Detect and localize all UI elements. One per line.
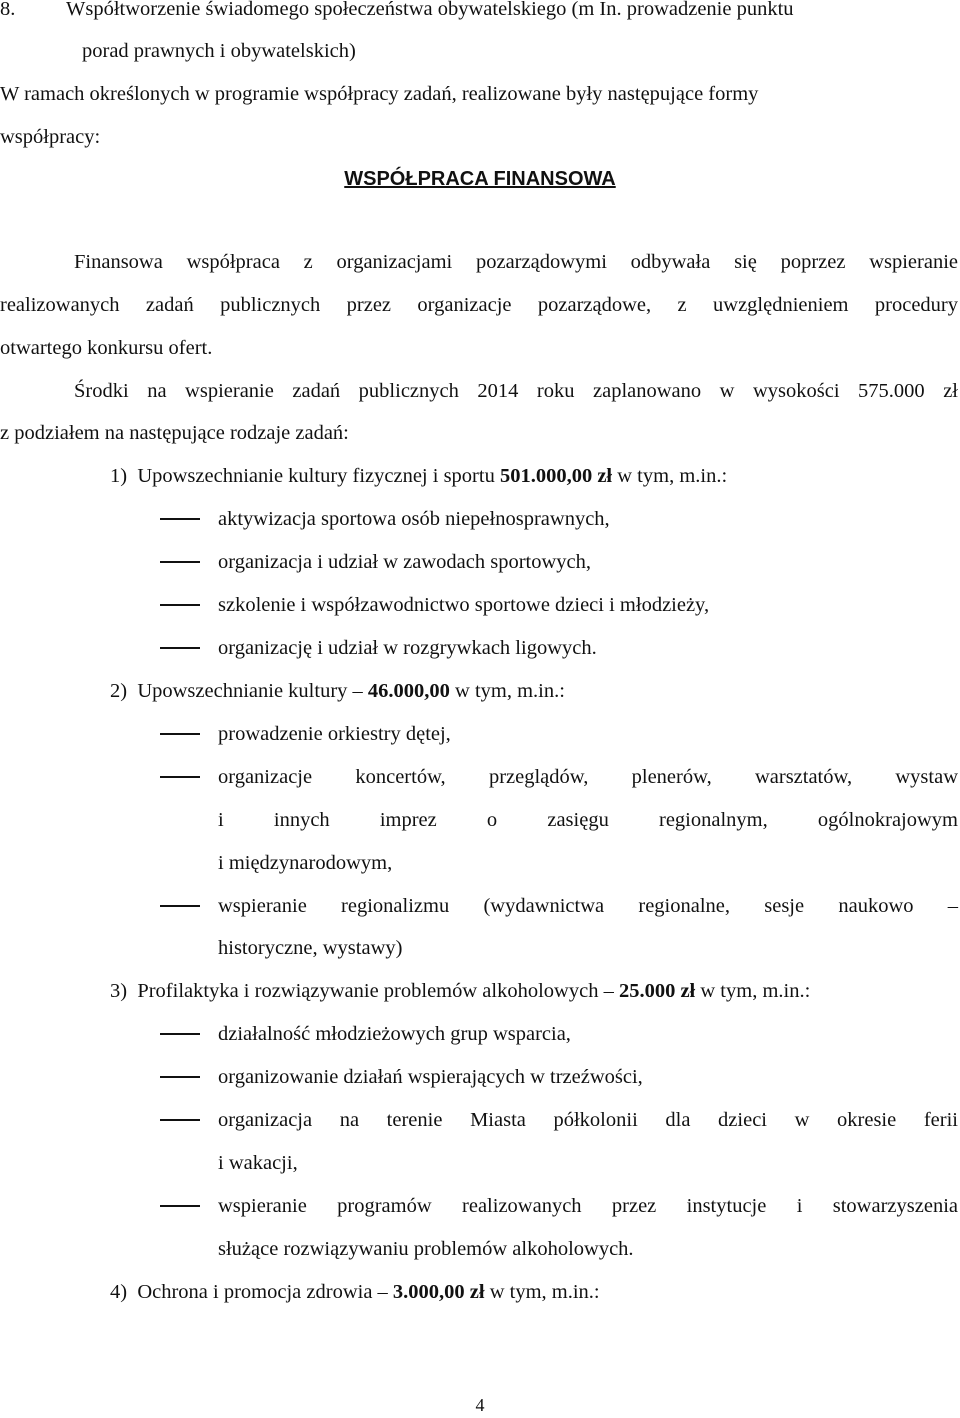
list-item: organizacje koncertów, przeglądów, plenerów, warsztatów, wystaw [218,766,958,788]
dash-bullet [160,776,200,778]
dash-bullet [160,733,200,735]
task-number: 2) [110,680,128,702]
dash-bullet [160,647,200,649]
dash-bullet [160,1205,200,1207]
dash-bullet [160,1119,200,1121]
list-item: prowadzenie orkiestry dętej, [218,723,451,745]
task-number: 1) [110,465,128,487]
dash-bullet [160,1076,200,1078]
list-item: organizacja na terenie Miasta półkolonii dla dzieci w okresie ferii [218,1109,958,1131]
task-3 [110,978,810,1004]
list-item: organizowanie działań wspierających w trzeźwości, [218,1066,643,1088]
page-number: 4 [475,1395,485,1415]
list-item: organizacja i udział w zawodach sportowych, [218,551,592,573]
list-item-continued: i wakacji, [218,1152,298,1174]
list-item-continued: historyczne, wystawy) [218,937,403,959]
list-item-continued: i międzynarodowym, [218,852,393,874]
dash-bullet [160,518,200,520]
para2-line2: z podziałem na następujące rodzaje zadań: [0,422,349,444]
dash-bullet [160,1033,200,1035]
list-item: wspieranie regionalizmu (wydawnictwa regionalne, sesje naukowo – [218,895,958,917]
section-title-line1: Współtworzenie świadomego społeczeństwa obywatelskiego (m In. prowadzenie punktu [66,0,794,20]
list-item: działalność młodzieżowych grup wsparcia, [218,1023,571,1045]
list-item-continued: służące rozwiązywaniu problemów alkoholowych. [218,1238,634,1260]
task-number: 3) [110,980,128,1002]
para1-line2: realizowanych zadań publicznych przez organizacje pozarządowe, z uwzględnieniem procedury [0,294,958,316]
task-1 [110,463,727,489]
intro-line2: współpracy: [0,126,101,148]
dash-bullet [160,561,200,563]
task-amount: 25.000 zł [618,980,696,1002]
task-4 [110,1279,600,1305]
task-label: Profilaktyka i rozwiązywanie problemów alkoholowych – [137,980,619,1002]
list-item: aktywizacja sportowa osób niepełnosprawnych, [218,508,610,530]
list-item: wspieranie programów realizowanych przez instytucje i stowarzyszenia [218,1195,958,1217]
para1-line3: otwartego konkursu ofert. [0,337,213,359]
task-suffix: w tym, m.in.: [449,680,565,702]
task-amount: 46.000,00 [367,680,450,702]
section-number: 8. [0,0,16,20]
intro-line1: W ramach określonych w programie współpracy zadań, realizowane były następujące formy [0,83,759,105]
task-amount: 501.000,00 zł [499,465,613,487]
section-title-line2: porad prawnych i obywatelskich) [82,40,356,62]
task-label: Upowszechnianie kultury – [137,680,368,702]
financial-heading: WSPÓŁPRACA FINANSOWA [344,168,616,190]
list-item: szkolenie i współzawodnictwo sportowe dzieci i młodzieży, [218,594,710,616]
task-suffix: w tym, m.in.: [484,1281,600,1303]
task-amount: 3.000,00 zł [392,1281,485,1303]
task-label: Upowszechnianie kultury fizycznej i sportu [137,465,500,487]
dash-bullet [160,905,200,907]
para2-line1: Środki na wspieranie zadań publicznych 2014 roku zaplanowano w wysokości 575.000 zł [74,380,958,402]
list-item-continued: i innych imprez o zasięgu regionalnym, ogólnokrajowym [218,809,958,831]
task-2 [110,678,565,704]
task-label: Ochrona i promocja zdrowia – [137,1281,393,1303]
task-number: 4) [110,1281,128,1303]
para1-line1: Finansowa współpraca z organizacjami pozarządowymi odbywała się poprzez wspieranie [74,251,958,273]
task-suffix: w tym, m.in.: [612,465,728,487]
list-item: organizację i udział w rozgrywkach ligowych. [218,637,597,659]
task-suffix: w tym, m.in.: [695,980,811,1002]
dash-bullet [160,604,200,606]
